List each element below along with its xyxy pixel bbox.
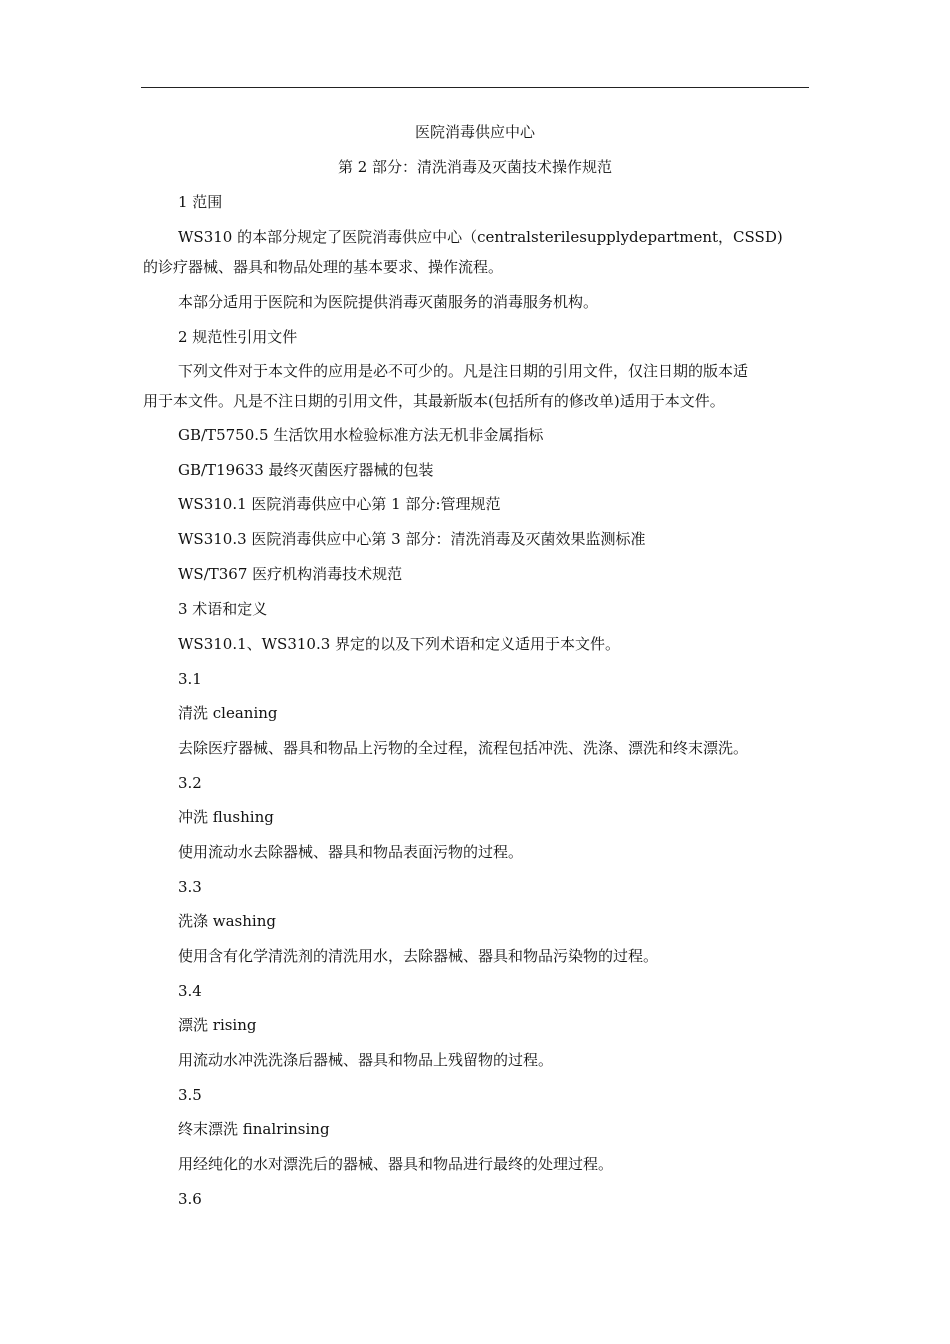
paragraph-applicability: 本部分适用于医院和为医院提供消毒灭菌服务的消毒服务机构。	[178, 293, 599, 311]
term-name: 冲洗 flushing	[178, 808, 274, 826]
document-subtitle: 第 2 部分：清洗消毒及灭菌技术操作规范	[337, 158, 613, 176]
reference-item: WS310.3 医院消毒供应中心第 3 部分：清洗消毒及灭菌效果监测标准	[178, 530, 646, 548]
term-name: 终末漂洗 finalrinsing	[178, 1120, 330, 1138]
reference-item: GB/T5750.5 生活饮用水检验标准方法无机非金属指标	[178, 426, 544, 444]
term-definition: 使用含有化学清洗剂的清洗用水，去除器械、器具和物品污染物的过程。	[178, 947, 659, 965]
paragraph-scope-line-1: WS310 的本部分规定了医院消毒供应中心（centralsterilesupplydepartment，CSSD)	[178, 228, 783, 246]
term-number: 3.6	[178, 1190, 202, 1208]
term-definition: 去除医疗器械、器具和物品上污物的全过程，流程包括冲洗、洗涤、漂洗和终末漂洗。	[178, 739, 749, 757]
term-name: 清洗 cleaning	[178, 704, 278, 722]
paragraph-terms-intro: WS310.1、WS310.3 界定的以及下列术语和定义适用于本文件。	[178, 635, 621, 653]
reference-item: WS/T367 医疗机构消毒技术规范	[178, 565, 403, 583]
term-name: 洗涤 washing	[178, 912, 276, 930]
term-number: 3.1	[178, 670, 202, 688]
reference-item: GB/T19633 最终灭菌医疗器械的包装	[178, 461, 434, 479]
paragraph-references-line-1: 下列文件对于本文件的应用是必不可少的。凡是注日期的引用文件，仅注日期的版本适	[178, 362, 749, 380]
term-number: 3.4	[178, 982, 202, 1000]
term-number: 3.5	[178, 1086, 202, 1104]
reference-item: WS310.1 医院消毒供应中心第 1 部分:管理规范	[178, 495, 501, 513]
section-heading-scope: 1 范围	[178, 193, 223, 211]
header-rule	[141, 87, 809, 88]
term-name: 漂洗 rising	[178, 1016, 257, 1034]
document-title: 医院消毒供应中心	[414, 123, 535, 141]
paragraph-references-line-2: 用于本文件。凡是不注日期的引用文件，其最新版本(包括所有的修改单)适用于本文件。	[143, 392, 725, 410]
term-definition: 使用流动水去除器械、器具和物品表面污物的过程。	[178, 843, 524, 861]
term-number: 3.3	[178, 878, 202, 896]
term-definition: 用经纯化的水对漂洗后的器械、器具和物品进行最终的处理过程。	[178, 1155, 614, 1173]
term-definition: 用流动水冲洗洗涤后器械、器具和物品上残留物的过程。	[178, 1051, 554, 1069]
section-heading-terms: 3 术语和定义	[178, 600, 268, 618]
section-heading-references: 2 规范性引用文件	[178, 328, 298, 346]
paragraph-scope-line-2: 的诊疗器械、器具和物品处理的基本要求、操作流程。	[143, 258, 504, 276]
term-number: 3.2	[178, 774, 202, 792]
